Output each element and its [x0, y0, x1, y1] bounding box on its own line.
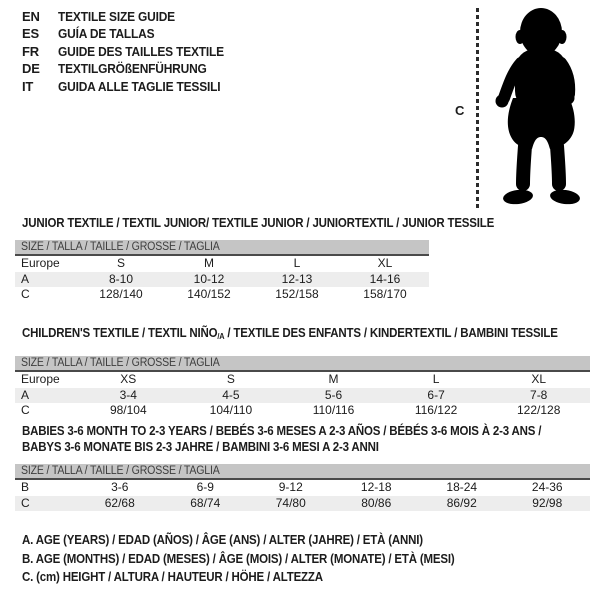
babies-section-title: BABIES 3-6 MONTH TO 2-3 YEARS / BEBÉS 3-6 MESES A 2-3 AÑOS / BÉBÉS 3-6 MOIS À 2-3 ANS / BABYS 3-6 MONATE BIS 2-3 JAHRE / BAMBINI 3-6 MESI A 2-3 ANNI [22, 424, 542, 454]
age-cell: 12-13 [281, 271, 313, 286]
language-code: IT [22, 78, 34, 94]
height-cell: 98/104 [109, 403, 147, 417]
size-cell: XL [377, 256, 393, 270]
age-cell: 10-12 [193, 271, 225, 286]
height-cell: 122/128 [516, 403, 561, 417]
children-textile-section [15, 325, 590, 419]
title-part: CHILDREN'S TEXTILE / TEXTIL NIÑO [22, 326, 218, 340]
height-cell: 80/86 [361, 495, 392, 510]
row-label: C [21, 495, 30, 510]
junior-textile-section [15, 215, 495, 303]
table-row-age [15, 272, 429, 288]
months-cell: 3-6 [111, 480, 129, 494]
size-header-bar: SIZE / TALLA / TAILLE / GRÖSSE / TAGLIA [15, 356, 590, 372]
size-cell: L [293, 256, 301, 270]
months-cell: 12-18 [360, 480, 392, 494]
row-label: C [21, 403, 30, 417]
months-cell: 9-12 [278, 480, 303, 494]
legend-line-c: C. (cm) HEIGHT / ALTURA / HAUTEUR / HÖHE / ALTEZZA [22, 570, 323, 584]
age-cell: 7-8 [530, 387, 548, 402]
table-row-height [15, 287, 429, 303]
height-cell: 110/116 [312, 403, 355, 417]
size-cell: M [204, 256, 214, 270]
height-cell: 158/170 [363, 287, 407, 301]
height-cell: 104/110 [209, 403, 253, 417]
size-cell: S [226, 372, 235, 386]
language-title: GUIDE DES TAILLES TEXTILE [58, 43, 224, 59]
language-title: GUÍA DE TALLAS [58, 26, 155, 42]
months-cell: 18-24 [446, 480, 478, 494]
age-cell: 14-16 [369, 271, 401, 286]
height-cell: 116/122 [414, 403, 458, 417]
language-code: DE [22, 61, 40, 77]
baby-silhouette-icon [486, 5, 592, 211]
height-cell: 128/140 [99, 287, 143, 301]
age-cell: 6-7 [427, 387, 445, 402]
size-header-bar: SIZE / TALLA / TAILLE / GRÖSSE / TAGLIA [15, 240, 429, 256]
language-title: TEXTILE SIZE GUIDE [58, 9, 175, 24]
children-section-title [22, 325, 590, 345]
size-cell: XL [531, 372, 547, 386]
row-label: A [21, 387, 30, 402]
row-label: B [21, 480, 30, 494]
height-dashed-line-icon [476, 8, 479, 210]
months-cell: 24-36 [531, 480, 563, 494]
measurement-legend [22, 531, 492, 587]
legend-line-b: B. AGE (MONTHS) / EDAD (MESES) / ÂGE (MOIS) / ALTER (MONATE) / ETÀ (MESI) [22, 551, 455, 566]
height-cell: 92/98 [532, 495, 563, 510]
size-cell: S [116, 256, 125, 270]
row-label: C [21, 287, 30, 301]
age-cell: 8-10 [108, 271, 134, 286]
title-part: / TEXTILE DES ENFANTS / KINDERTEXTIL / BAMBINI TESSILE [224, 326, 558, 340]
language-code: ES [22, 26, 39, 42]
language-title-list [22, 8, 238, 95]
table-row-height [15, 496, 590, 512]
language-code: EN [22, 9, 40, 24]
row-label: Europe [21, 372, 60, 386]
size-cell: XS [120, 372, 137, 386]
row-label: Europe [21, 256, 60, 270]
language-code: FR [22, 43, 39, 59]
legend-line-a: A. AGE (YEARS) / EDAD (AÑOS) / ÂGE (ANS) / ALTER (JAHRE) / ETÀ (ANNI) [22, 533, 423, 547]
language-title: TEXTILGRÖßENFÜHRUNG [58, 61, 207, 77]
height-cell: 152/158 [275, 287, 319, 301]
junior-section-title: JUNIOR TEXTILE / TEXTIL JUNIOR/ TEXTILE JUNIOR / JUNIORTEXTIL / JUNIOR TESSILE [22, 216, 495, 230]
title-subscript: /A [217, 332, 225, 341]
age-cell: 4-5 [222, 387, 240, 402]
row-label: A [21, 271, 30, 286]
height-measure-label: C [455, 103, 465, 118]
language-title: GUIDA ALLE TAGLIE TESSILI [58, 78, 221, 94]
height-cell: 68/74 [190, 495, 221, 510]
height-cell: 62/68 [104, 495, 135, 510]
table-row-europe [15, 256, 429, 272]
age-cell: 3-4 [119, 387, 137, 402]
babies-textile-section [15, 423, 590, 511]
table-row-height [15, 403, 590, 419]
size-cell: L [432, 372, 440, 386]
table-row-europe [15, 372, 590, 388]
height-cell: 74/80 [275, 495, 306, 510]
height-cell: 140/152 [187, 287, 231, 301]
age-cell: 5-6 [324, 387, 343, 402]
months-cell: 6-9 [196, 480, 214, 494]
size-cell: M [328, 372, 339, 386]
height-cell: 86/92 [446, 495, 477, 510]
table-row-age [15, 388, 590, 404]
size-header-bar: SIZE / TALLA / TAILLE / GRÖSSE / TAGLIA [15, 464, 590, 480]
table-row-months [15, 480, 590, 496]
